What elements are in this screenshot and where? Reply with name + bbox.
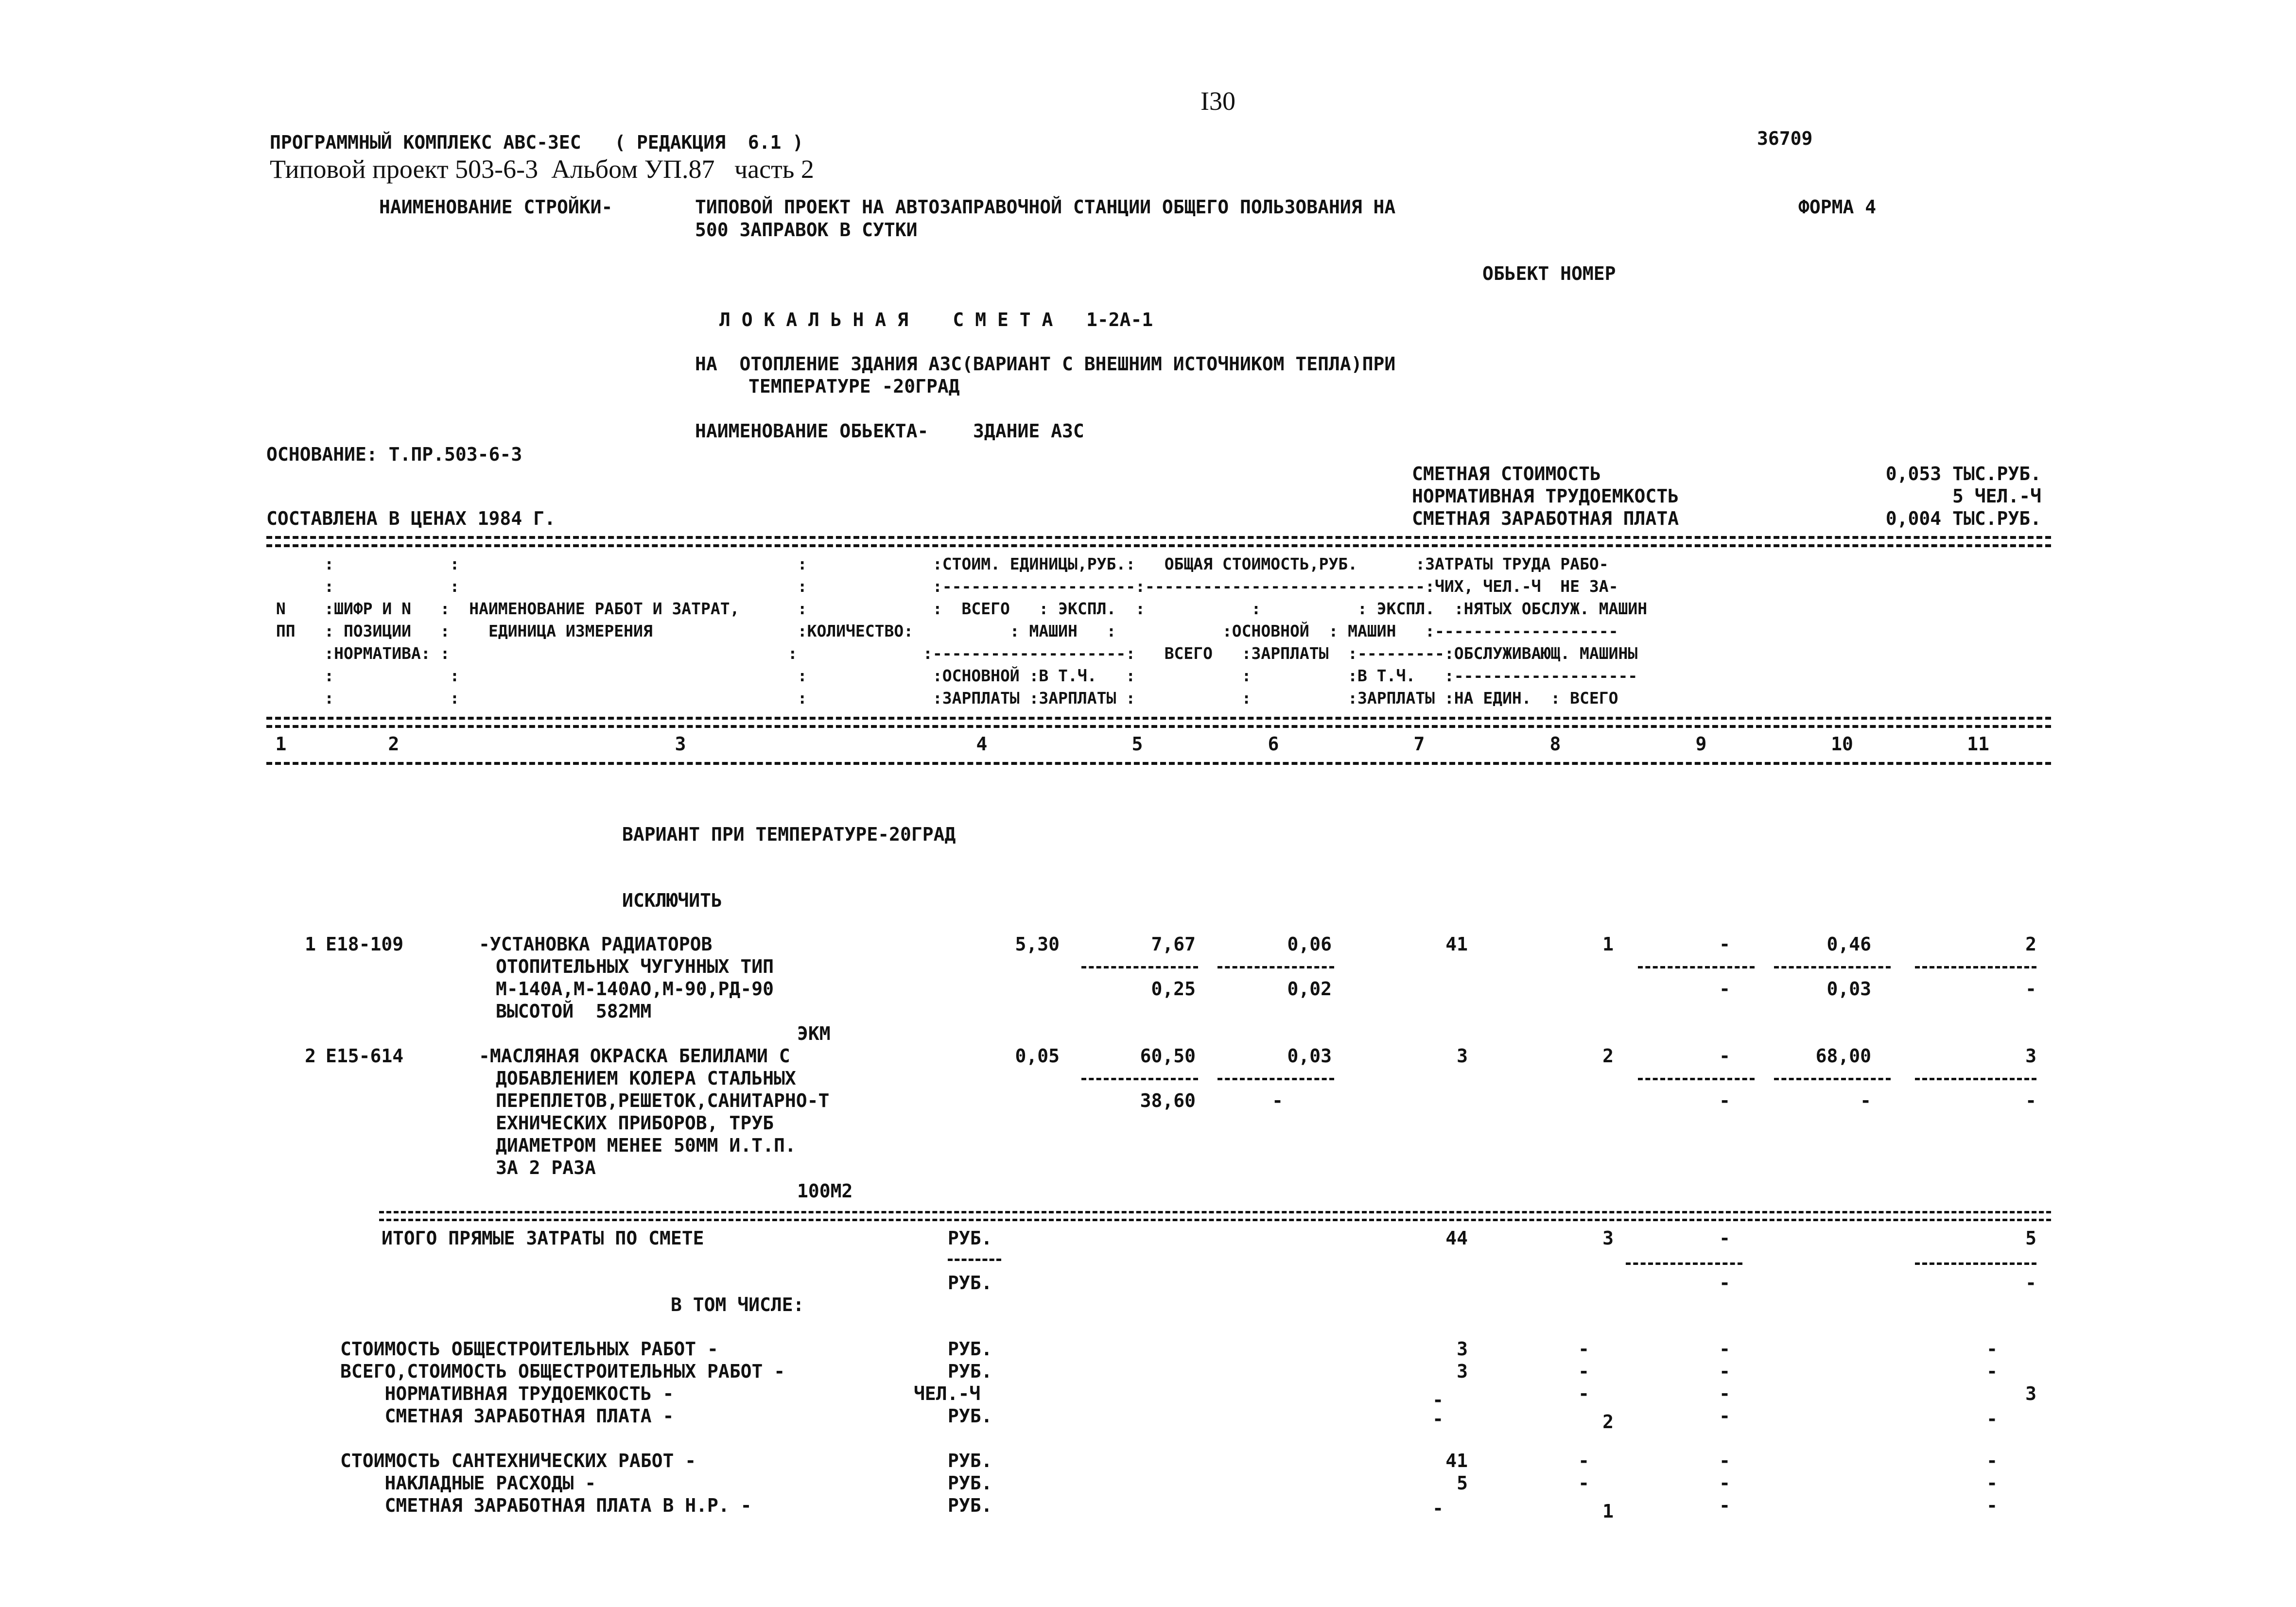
breakdown-label: НАКЛАДНЫЕ РАСХОДЫ - [340,1472,596,1494]
breakdown-label: СМЕТНАЯ ЗАРАБОТНАЯ ПЛАТА В Н.Р. - [340,1495,752,1516]
item-description-line: ОТОПИТЕЛЬНЫХ ЧУГУННЫХ ТИП [496,956,774,977]
item-unit-machine: 0,06 [1287,933,1332,955]
item-description-line: М-140А,М-140АО,М-90,РД-90 [496,978,774,1000]
column-number: 6 [1268,733,1279,755]
item-machine: - [1719,1045,1730,1067]
item-machine-wage: - [1719,978,1730,1000]
breakdown-labor: - [1986,1408,1998,1430]
columns-bottom-rule [266,762,2051,765]
breakdown-wage: - [1578,1338,1589,1360]
construction-name-1: ТИПОВОЙ ПРОЕКТ НА АВТОЗАПРАВОЧНОЙ СТАНЦИИ ОБЩЕГО ПОЛЬЗОВАНИЯ НА [695,196,1396,218]
project-line: Типовой проект 503-6-3 Альбом УП.87 часть 2 [270,155,814,184]
summary-value-labor: 5 ЧЕЛ.-Ч [1952,485,2041,507]
object-name: НАИМЕНОВАНИЕ ОБЬЕКТА- ЗДАНИЕ АЗС [695,420,1084,442]
breakdown-machine: - [1719,1405,1730,1427]
breakdown-machine: - [1719,1361,1730,1382]
breakdown-machine: - [1719,1383,1730,1404]
breakdown-unit: РУБ. [948,1338,992,1360]
table-header-row: : : : :ЗАРПЛАТЫ :ЗАРПЛАТЫ : : :ЗАРПЛАТЫ :НА ЕДИН. : ВСЕГО [266,689,1618,708]
breakdown-machine: - [1719,1338,1730,1360]
breakdown-wage: - [1578,1361,1589,1382]
totals-top-rule [379,1211,2051,1213]
item-sub-rule [1081,1078,1198,1080]
column-number: 11 [1967,733,1989,755]
breakdown-wage: - [1578,1472,1589,1494]
totals-label: ИТОГО ПРЯМЫЕ ЗАТРАТЫ ПО СМЕТЕ [382,1227,704,1249]
item-unit-wage: 0,25 [1151,978,1196,1000]
breakdown-labor: - [1986,1450,1998,1471]
breakdown-unit: РУБ. [948,1361,992,1382]
item-sub-rule [1218,966,1334,968]
item-sub-rule [1774,966,1891,968]
item-unit-machine: 0,03 [1287,1045,1332,1067]
breakdown-total: - [1432,1498,1444,1519]
breakdown-total: 3 [1457,1338,1468,1360]
item-number: 1 [305,933,316,955]
totals-wage: 3 [1602,1227,1614,1249]
header-bottom-rule-2 [266,725,2051,728]
totals-top-rule-2 [379,1219,2051,1221]
item-unit-wage: 38,60 [1140,1090,1196,1111]
totals-unit-2: РУБ. [948,1272,992,1294]
breakdown-wage: 2 [1602,1411,1614,1433]
item-machine-labor-unit: 0,03 [1826,978,1871,1000]
item-quantity: 0,05 [1015,1045,1060,1067]
totals-machine-wage: - [1719,1272,1730,1294]
item-machine-labor-total: - [2025,1090,2036,1111]
item-sub-rule [1915,1078,2036,1080]
item-description-line: ДИАМЕТРОМ МЕНЕЕ 50ММ И.Т.П. [496,1135,796,1156]
header-bottom-rule [266,717,2051,720]
item-labor-total: 3 [2025,1045,2036,1067]
column-number: 2 [388,733,400,755]
column-number: 7 [1413,733,1425,755]
item-unit-total: 60,50 [1140,1045,1196,1067]
item-description-line: ДОБАВЛЕНИЕМ КОЛЕРА СТАЛЬНЫХ [496,1068,796,1089]
item-description-line: ПЕРЕПЛЕТОВ,РЕШЕТОК,САНИТАРНО-Т [496,1090,830,1111]
item-code: Е15-614 [326,1045,404,1067]
column-number: 1 [275,733,287,755]
column-number: 3 [675,733,686,755]
summary-label-wage: СМЕТНАЯ ЗАРАБОТНАЯ ПЛАТА [1412,508,1679,529]
totals-machine-labor: - [2025,1272,2036,1294]
item-quantity: 5,30 [1015,933,1060,955]
totals-total: 44 [1445,1227,1468,1249]
totals-labor: 5 [2025,1227,2036,1249]
item-total: 41 [1445,933,1468,955]
breakdown-total: - [1432,1389,1444,1411]
doc-code: 36709 [1757,128,1813,149]
table-header-row: : : : :ОСНОВНОЙ :В Т.Ч. : : :В Т.Ч. :------------------- [266,666,1638,685]
breakdown-total: 5 [1457,1472,1468,1494]
item-labor-unit: 68,00 [1815,1045,1871,1067]
summary-value-wage: 0,004 ТЫС.РУБ. [1885,508,2041,529]
item-wage: 1 [1602,933,1614,955]
program-line: ПРОГРАММНЫЙ КОМПЛЕКС АВС-ЗЕС ( РЕДАКЦИЯ 6.1 ) [270,132,804,153]
item-unit-machine-wage: 0,02 [1287,978,1332,1000]
exclude-label: ИСКЛЮЧИТЬ [622,890,722,911]
breakdown-label: ВСЕГО,СТОИМОСТЬ ОБЩЕСТРОИТЕЛЬНЫХ РАБОТ - [340,1361,785,1382]
table-top-rule [266,536,2051,539]
item-sub-rule [1915,966,2036,968]
table-header-row: ПП : ПОЗИЦИИ : ЕДИНИЦА ИЗМЕРЕНИЯ :КОЛИЧЕСТВО: : МАШИН : :ОСНОВНОЙ : МАШИН :------------------- [266,622,1618,640]
prices-basis: СОСТАВЛЕНА В ЦЕНАХ 1984 Г. [266,508,556,529]
item-machine: - [1719,933,1730,955]
item-total: 3 [1457,1045,1468,1067]
breakdown-total: - [1432,1408,1444,1430]
totals-machine: - [1719,1227,1730,1249]
breakdown-machine: - [1719,1495,1730,1516]
item-machine-wage: - [1719,1090,1730,1111]
breakdown-machine: - [1719,1472,1730,1494]
breakdown-labor: - [1986,1361,1998,1382]
item-number: 2 [305,1045,316,1067]
object-number: ОБЬЕКТ НОМЕР [1482,263,1616,284]
item-sub-rule [1218,1078,1334,1080]
item-unit: ЭКМ [797,1023,831,1044]
breakdown-wage: 1 [1602,1501,1614,1522]
table-header-row: : : : :СТОИМ. ЕДИНИЦЫ,РУБ.: ОБЩАЯ СТОИМОСТЬ,РУБ. :ЗАТРАТЫ ТРУДА РАБО- [266,554,1609,573]
item-code: Е18-109 [326,933,404,955]
breakdown-unit: РУБ. [948,1405,992,1427]
column-number: 5 [1131,733,1143,755]
breakdown-unit: РУБ. [948,1450,992,1471]
item-machine-labor-unit: - [1860,1090,1871,1111]
breakdown-label: СМЕТНАЯ ЗАРАБОТНАЯ ПЛАТА - [340,1405,674,1427]
construction-label: НАИМЕНОВАНИЕ СТРОЙКИ- [379,196,613,218]
estimate-title: Л О К А Л Ь Н А Я С М Е Т А 1-2А-1 [719,309,1153,330]
breakdown-machine: - [1719,1450,1730,1471]
item-labor-unit: 0,46 [1826,933,1871,955]
column-number: 8 [1549,733,1561,755]
item-description-line: ВЫСОТОЙ 582ММ [496,1001,652,1022]
item-sub-rule [1081,966,1198,968]
section-title: ВАРИАНТ ПРИ ТЕМПЕРАТУРЕ-20ГРАД [622,824,956,845]
breakdown-unit: ЧЕЛ.-Ч [914,1383,981,1404]
item-description-line: ЕХНИЧЕСКИХ ПРИБОРОВ, ТРУБ [496,1112,774,1134]
item-machine-labor-total: - [2025,978,2036,1000]
summary-label-labor: НОРМАТИВНАЯ ТРУДОЕМКОСТЬ [1412,485,1679,507]
breakdown-unit: РУБ. [948,1495,992,1516]
totals-sub-rule [1626,1262,1742,1265]
breakdown-label: СТОИМОСТЬ САНТЕХНИЧЕСКИХ РАБОТ - [340,1450,696,1471]
table-header-row: :НОРМАТИВА: : : :--------------------: ВСЕГО :ЗАРПЛАТЫ :---------:ОБСЛУЖИВАЮЩ. МАШИНЫ [266,644,1638,663]
breakdown-wage: - [1578,1383,1589,1404]
column-number: 4 [976,733,988,755]
item-wage: 2 [1602,1045,1614,1067]
breakdown-label: СТОИМОСТЬ ОБЩЕСТРОИТЕЛЬНЫХ РАБОТ - [340,1338,718,1360]
breakdown-label: НОРМАТИВНАЯ ТРУДОЕМКОСТЬ - [340,1383,674,1404]
item-sub-rule [1774,1078,1891,1080]
item-unit: 100М2 [797,1180,853,1202]
summary-value-cost: 0,053 ТЫС.РУБ. [1885,463,2041,484]
breakdown-labor: - [1986,1495,1998,1516]
item-unit-machine-wage: - [1272,1090,1283,1111]
breakdown-total: 41 [1445,1450,1468,1471]
item-sub-rule [1638,1078,1755,1080]
estimate-for-1: НА ОТОПЛЕНИЕ ЗДАНИЯ АЗС(ВАРИАНТ С ВНЕШНИМ ИСТОЧНИКОМ ТЕПЛА)ПРИ [695,353,1396,375]
breakdown-labor: - [1986,1338,1998,1360]
item-description-line: ЗА 2 РАЗА [496,1157,596,1178]
breakdown-total: 3 [1457,1361,1468,1382]
item-labor-total: 2 [2025,933,2036,955]
construction-name-2: 500 ЗАПРАВОК В СУТКИ [695,219,918,241]
including-label: В ТОМ ЧИСЛЕ: [671,1294,804,1315]
breakdown-unit: РУБ. [948,1472,992,1494]
summary-label-cost: СМЕТНАЯ СТОИМОСТЬ [1412,463,1601,484]
page-number: I30 [1200,86,1235,116]
item-sub-rule [1638,966,1755,968]
item-description-line: -МАСЛЯНАЯ ОКРАСКА БЕЛИЛАМИ С [479,1045,790,1067]
item-unit-total: 7,67 [1151,933,1196,955]
totals-unit: РУБ. [948,1227,992,1249]
item-description-line: -УСТАНОВКА РАДИАТОРОВ [479,933,713,955]
form-label: ФОРМА 4 [1798,196,1877,218]
column-number: 9 [1695,733,1707,755]
breakdown-wage: - [1578,1450,1589,1471]
table-top-rule-2 [266,544,2051,547]
breakdown-labor: 3 [2025,1383,2036,1404]
column-number: 10 [1831,733,1853,755]
breakdown-labor: - [1986,1472,1998,1494]
basis: ОСНОВАНИЕ: Т.ПР.503-6-3 [266,444,522,465]
table-header-row: N :ШИФР И N : НАИМЕНОВАНИЕ РАБОТ И ЗАТРАТ, : : ВСЕГО : ЭКСПЛ. : : : ЭКСПЛ. :НЯТЫХ ОБСЛУЖ. МАШИН [266,599,1648,618]
table-header-row: : : : :--------------------:-----------------------------:ЧИХ, ЧЕЛ.-Ч НЕ ЗА- [266,577,1618,596]
estimate-for-2: ТЕМПЕРАТУРЕ -20ГРАД [748,376,960,397]
totals-sub-rule [1915,1262,2036,1265]
totals-sub-rule [948,1259,1001,1261]
